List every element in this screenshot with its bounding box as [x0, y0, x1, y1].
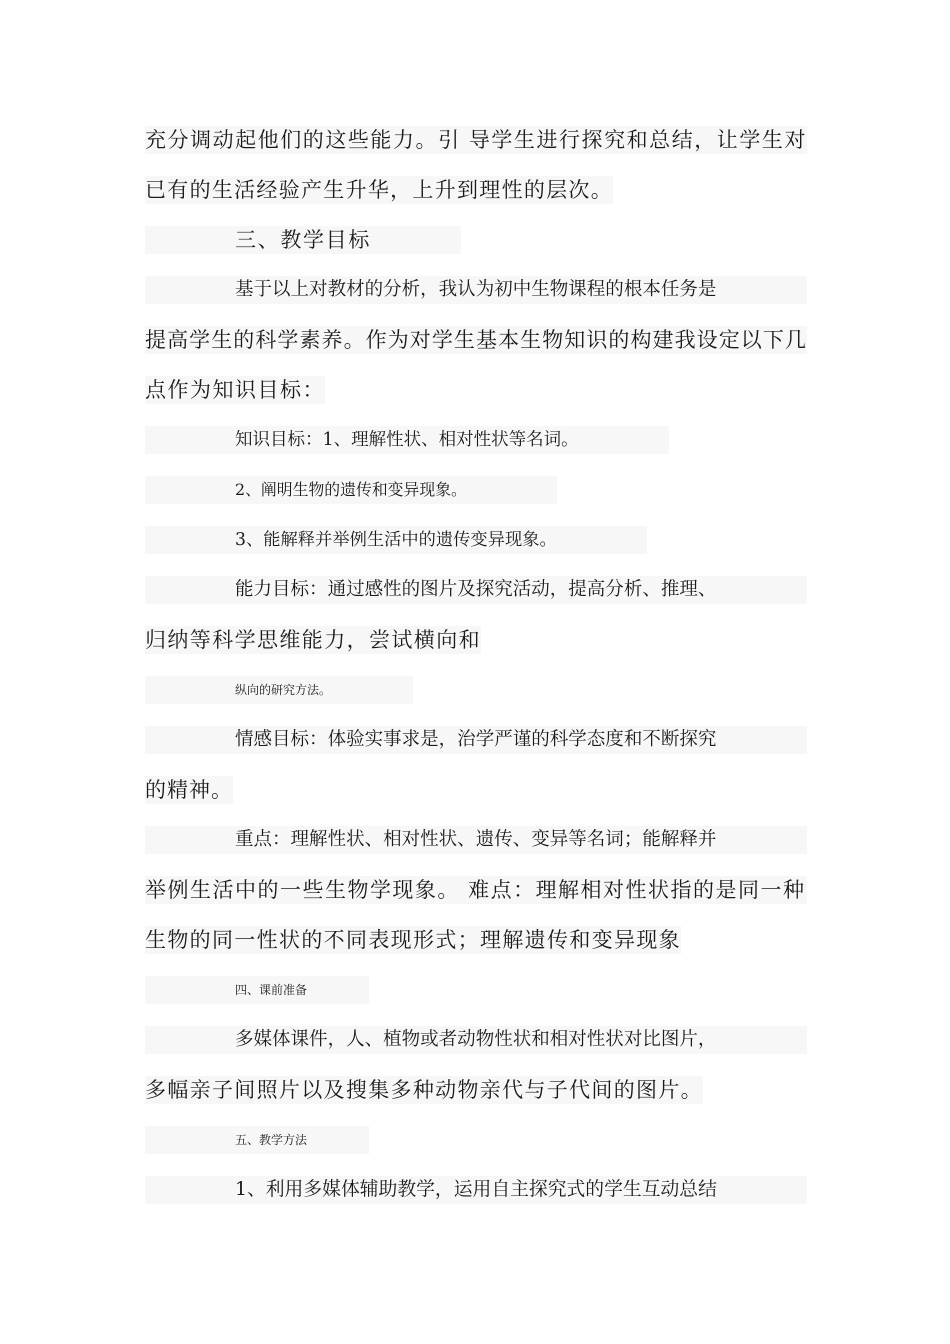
text-line: 2、阐明生物的遗传和变异现象。: [145, 476, 557, 504]
text-line: 基于以上对教材的分析，我认为初中生物课程的根本任务是: [145, 276, 807, 304]
section-heading: 三、教学目标: [145, 226, 461, 254]
text-line: 多媒体课件，人、植物或者动物性状和相对性状对比图片，: [145, 1026, 807, 1054]
text-line: 生物的同一性状的不同表现形式；理解遗传和变异现象: [145, 928, 681, 952]
text-line: 知识目标：1、理解性状、相对性状等名词。: [145, 426, 669, 454]
text-line: 1、利用多媒体辅助教学，运用自主探究式的学生互动总结: [145, 1176, 807, 1204]
text-line: 提高学生的科学素养。作为对学生基本生物知识的构建我设定以下几: [145, 328, 807, 352]
text-line: 多幅亲子间照片以及搜集多种动物亲代与子代间的图片。: [145, 1078, 703, 1102]
text-line: 重点：理解性状、相对性状、遗传、变异等名词；能解释并: [145, 826, 807, 854]
section-heading: 五、教学方法: [145, 1126, 369, 1154]
text-line: 3、能解释并举例生活中的遗传变异现象。: [145, 526, 647, 554]
text-line: 能力目标：通过感性的图片及探究活动，提高分析、推理、: [145, 576, 807, 604]
text-line: 纵向的研究方法。: [145, 676, 413, 704]
text-line: 情感目标：体验实事求是，治学严谨的科学态度和不断探究: [145, 726, 807, 754]
text-line: 举例生活中的一些生物学现象。 难点：理解相对性状指的是同一种: [145, 878, 806, 902]
text-line: 充分调动起他们的这些能力。引 导学生进行探究和总结，让学生对: [145, 128, 807, 152]
text-line: 点作为知识目标：: [145, 378, 325, 402]
section-heading: 四、课前准备: [145, 976, 369, 1004]
text-line: 的精神。: [145, 778, 233, 802]
text-line: 已有的生活经验产生升华，上升到理性的层次。: [145, 178, 613, 202]
text-line: 归纳等科学思维能力，尝试横向和: [145, 628, 481, 652]
